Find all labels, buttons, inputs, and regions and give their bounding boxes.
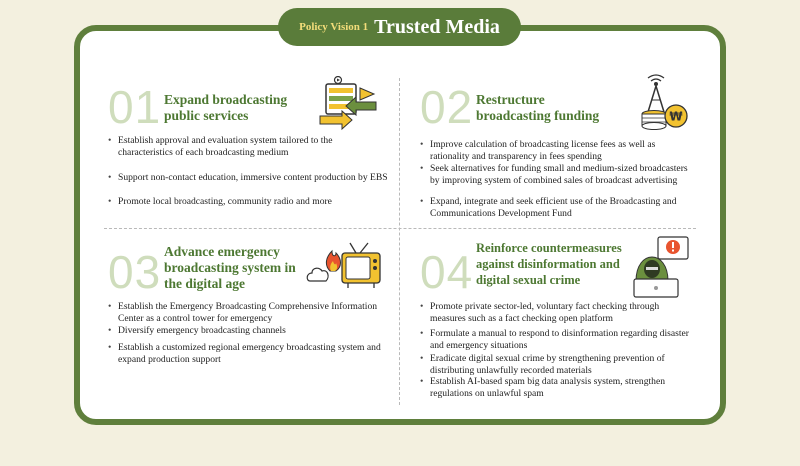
horizontal-divider [104,228,696,229]
section-04 [420,241,700,405]
list-item: • Promote local broadcasting, community radio and more [108,196,388,208]
vertical-divider [399,78,400,405]
section-number: 02 [420,81,474,133]
policy-vision-label: Policy Vision 1 [299,21,369,33]
list-item: • Eradicate digital sexual crime by strengthening prevention of distributing unlawfully recorded materials [420,353,690,376]
broadcast-content-arrows-icon [316,76,380,134]
list-item: • Establish AI-based spam big data analysis system, strengthen regulations on unlawful spam [420,376,690,399]
section-heading: Restructure broadcasting funding [476,92,600,123]
list-item: • Improve calculation of broadcasting license fees as well as rationality and transparency in fees spending [420,139,688,162]
list-item: • Establish the Emergency Broadcasting Comprehensive Information Center as a control tower for emergency [108,301,390,324]
list-item: • Establish approval and evaluation system tailored to the characteristics of each broadcasting medium [108,135,388,158]
section-heading: Reinforce countermeasures against disinformation and digital sexual crime [476,241,622,287]
hacker-laptop-warning-icon [630,235,694,299]
antenna-coins-won-icon [632,70,692,134]
svg-text:₩: ₩ [669,109,683,124]
section-02 [420,81,700,224]
list-item: • Diversify emergency broadcasting channels [108,325,390,337]
section-number: 01 [108,81,162,133]
section-03 [108,245,398,405]
section-number: 04 [420,246,474,298]
section-number: 03 [108,246,162,298]
section-heading: Expand broadcasting public services [164,92,288,123]
list-item: • Promote private sector-led, voluntary fact checking through measures such as a fact checking open platform [420,301,690,324]
list-item: • Establish a customized regional emergency broadcasting system and expand production support [108,342,390,365]
list-item: • Formulate a manual to respond to disinformation regarding disaster and emergency situations [420,328,690,351]
title-banner [278,8,521,46]
page-title: Trusted Media [374,15,500,38]
fire-tv-emergency-icon [306,239,386,291]
list-item: • Support non-contact education, immersive content production by EBS [108,172,388,184]
list-item: • Expand, integrate and seek efficient use of the Broadcasting and Communications Development Fund [420,196,688,219]
section-heading: Advance emergency broadcasting system in the digital age [164,244,296,291]
section-01 [108,81,398,224]
list-item: • Seek alternatives for funding small and medium-sized broadcasters by improving system of combined sales of broadcast advertising [420,163,688,186]
